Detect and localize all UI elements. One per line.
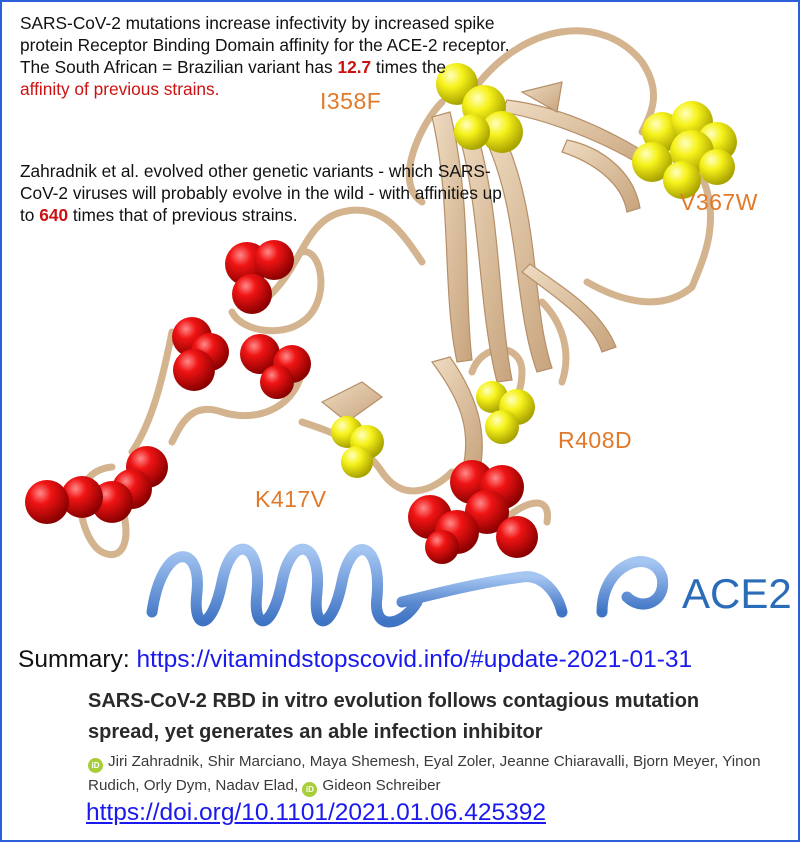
ace2-helix [152,549,663,622]
mutation-label-r408d: R408D [558,427,633,453]
max-affinity-value: 640 [39,205,69,225]
mutation-label-v367w: V367W [680,189,758,215]
mutation-label-k417v: K417V [255,486,327,512]
affinity-value: 12.7 [337,57,372,77]
intro-text: times that of previous strains. [68,205,298,225]
doi-link[interactable]: https://doi.org/10.1101/2021.01.06.425392 [86,799,546,826]
paper-title: SARS-CoV-2 RBD in vitro evolution follows contagious mutation spread, yet generates an able infection inhibitor [88,690,700,743]
authors-list: Jiri Zahradnik, Shir Marciano, Maya Shemesh, Eyal Zoler, Jeanne Chiaravalli, Bjorn Meyer, Yinon Rudich, Orly Dym, Nadav Elad, [88,753,761,794]
intro-text: times the [371,57,447,77]
mutation-label-i358f: I358F [320,88,382,114]
intro-text: Zahradnik et al. evolved other genetic variants - which SARS-CoV-2 viruses will probably evolve in the wild - with affinities up to [20,161,502,225]
paper-authors [88,750,768,798]
summary-label: Summary: [18,646,137,673]
orcid-icon[interactable]: iD [88,758,103,773]
intro-paragraph-affinity [20,12,520,100]
intro-text: SARS-CoV-2 mutations increase infectivity by increased spike protein Receptor Binding Domain affinity for the ACE-2 receptor. The South African = Brazilian variant has [20,13,510,77]
intro-text-red: affinity of previous strains. [20,79,220,99]
summary-line [18,646,692,674]
summary-link[interactable]: https://vitamindstopscovid.info/#update-2021-01-31 [136,646,693,673]
orcid-icon[interactable]: iD [302,782,317,797]
ace2-label: ACE2 [682,570,792,617]
intro-paragraph-evolution [20,160,520,226]
authors-last: Gideon Schreiber [322,777,441,794]
rbd-loops [81,31,711,555]
